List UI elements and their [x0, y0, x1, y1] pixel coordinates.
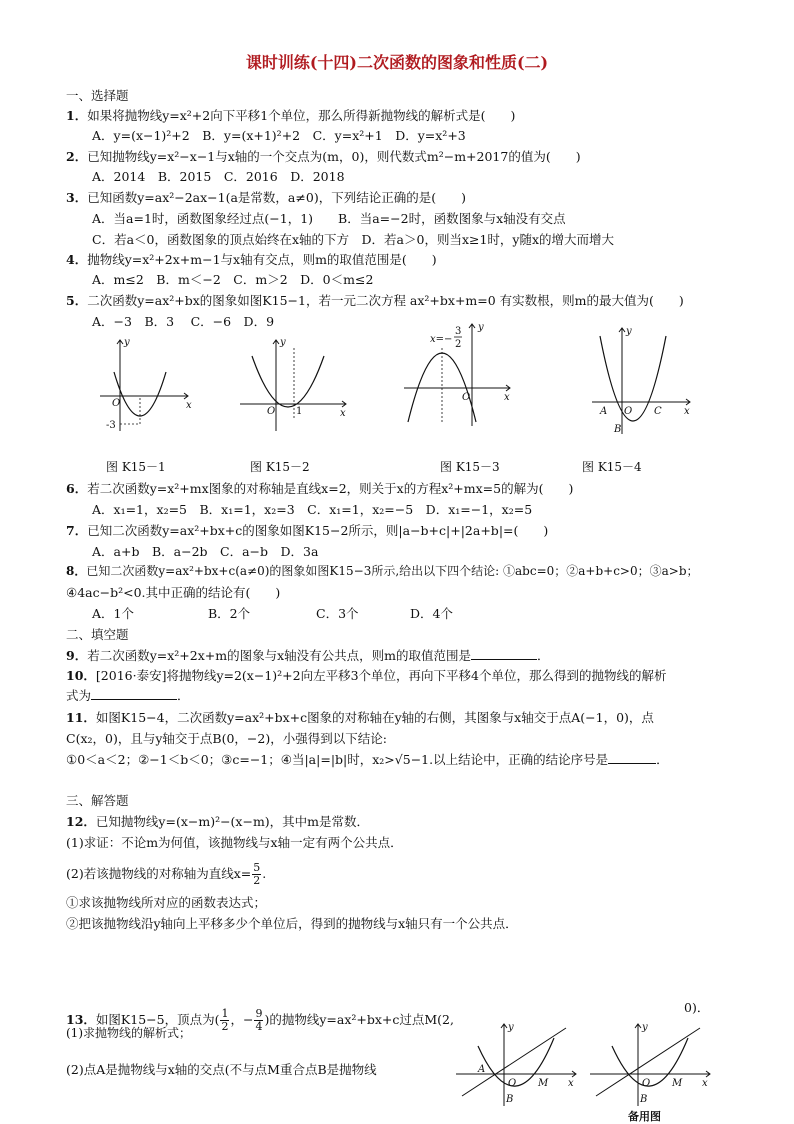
y-axis-label: y [124, 337, 130, 348]
question-number: 12． [66, 814, 96, 829]
point-m-label: M [538, 1078, 549, 1089]
question-text: [2016·泰安]将抛物线y=2(x−1)²+2向左平移3个单位，再向下平移4个单位，那么得到的抛物线的解析 [95, 668, 667, 683]
origin-label: O [508, 1078, 517, 1089]
question-8-option-d: D．4个 [410, 606, 453, 621]
question-3-options-ab: A．当a=1时，函数图象经过点(−1，1) B．当a=−2时，函数图象与x轴没有交点 [92, 211, 566, 226]
answer-blank[interactable] [91, 687, 177, 700]
point-c-label: C [654, 406, 662, 417]
question-5-options: A．−3 B．3 C．−6 D．9 [92, 314, 275, 329]
question-number: 1． [66, 108, 88, 123]
figure-k15-4 [592, 326, 702, 436]
x-axis-label: x [568, 1078, 574, 1089]
y-axis-label: y [626, 326, 632, 337]
question-3 [66, 188, 466, 206]
figure-caption-k15-2: 图 K15－2 [250, 460, 310, 474]
question-13-part-1: (1)求抛物线的解析式； [66, 1026, 191, 1040]
x-axis-label: x [702, 1078, 708, 1089]
question-number: 2． [66, 149, 88, 164]
question-9 [66, 646, 550, 664]
question-number: 13． [66, 1012, 96, 1027]
figure-k15-3 [400, 322, 520, 432]
question-8-option-b: B．2个 [208, 606, 251, 621]
question-13-text-end: 0)． [684, 1000, 710, 1015]
point-m-label: M [672, 1078, 683, 1089]
question-5 [66, 291, 684, 309]
spare-figure-caption: 备用图 [628, 1110, 661, 1123]
question-10 [66, 666, 667, 684]
y-axis-label: y [478, 322, 484, 333]
question-12-part-1: (1)求证：不论m为何值，该抛物线与x轴一定有两个公共点． [66, 835, 403, 850]
question-3-options-cd: C．若a＜0，函数图象的顶点始终在x轴的下方 D．若a＞0，则当x≥1时，y随x的增大而增大 [92, 232, 615, 247]
x-axis-label: x [504, 392, 510, 403]
question-number: 3． [66, 190, 88, 205]
section-heading-fill: 二、填空题 [66, 627, 129, 642]
question-text: 若二次函数y=x²+mx图象的对称轴是直线x=2，则关于x的方程x²+mx=5的解为( ) [87, 481, 574, 496]
question-text: 已知二次函数y=ax²+bx+c的图象如图K15−2所示，则|a−b+c|+|2a+b|=( ) [87, 523, 549, 538]
question-8 [66, 562, 699, 579]
question-number: 5． [66, 293, 88, 308]
x-axis-label: x [684, 406, 690, 417]
question-text: 已知二次函数y=ax²+bx+c(a≠0)的图象如图K15−3所示,给出以下四个结论: ①abc=0；②a+b+c>0；③a>b； [86, 564, 699, 578]
question-text: )的抛物线y=ax²+bx+c过点M(2, [264, 1012, 454, 1027]
question-text: 如果将抛物线y=x²+2向下平移1个单位，那么所得新抛物线的解析式是( ) [87, 108, 516, 123]
question-13-part-2: (2)点A是抛物线与x轴的交点(不与点M重合点B是抛物线 [66, 1062, 377, 1077]
axis-label-numerator: 3 [455, 326, 462, 337]
point-a-label: A [478, 1064, 486, 1075]
question-11 [66, 708, 654, 726]
y-axis-label: y [508, 1022, 514, 1033]
period: ． [656, 752, 669, 767]
question-text: 若二次函数y=x²+2x+m的图象与x轴没有公共点，则m的取值范围是 [87, 648, 472, 663]
vertex-value-label: -3 [106, 420, 116, 431]
question-number: 10． [66, 668, 96, 683]
answer-blank[interactable] [471, 647, 537, 660]
page-title: 课时训练(十四)二次函数的图象和性质(二) [245, 53, 549, 72]
origin-label: O [624, 406, 633, 417]
x-axis-label: x [340, 408, 346, 419]
question-7 [66, 521, 548, 539]
fraction [254, 1008, 263, 1033]
question-12-sub-2: ②把该抛物线沿y轴向上平移多少个单位后，得到的抛物线与x轴只有一个公共点． [66, 916, 518, 931]
point-b-label: B [640, 1094, 648, 1105]
question-6 [66, 479, 573, 497]
parabola-curve [252, 356, 324, 407]
section-heading-answer: 三、解答题 [66, 793, 129, 808]
question-text: 二次函数y=ax²+bx的图象如图K15−1，若一元二次方程 ax²+bx+m=0 有实数根，则m的最大值为( ) [87, 293, 684, 308]
question-number: 4． [66, 252, 88, 267]
question-text: ①0＜a＜2；②−1＜b＜0；③c=−1；④当|a|=|b|时，x₂>√5−1.以上结论中，正确的结论序号是 [66, 752, 609, 767]
period: ． [177, 688, 190, 703]
question-number: 8． [66, 564, 87, 578]
question-text: ，− [230, 1012, 254, 1027]
question-12 [66, 812, 369, 830]
question-text: 式为 [66, 688, 92, 703]
question-text: 如图K15−4，二次函数y=ax²+bx+c图象的对称轴在y轴的右侧，其图象与x轴交于点A(−1，0)，点 [95, 710, 654, 725]
figure-k15-5-spare [590, 1020, 720, 1108]
question-number: 11． [66, 710, 96, 725]
fraction-numerator: 5 [253, 861, 261, 874]
question-1-options: A．y=(x−1)²+2 B．y=(x+1)²+2 C．y=x²+1 D．y=x²+3 [92, 128, 466, 143]
question-text: 如图K15−5，顶点为( [95, 1012, 220, 1027]
fraction [220, 1008, 229, 1033]
question-2 [66, 147, 581, 165]
x-axis-label: x [186, 400, 192, 411]
answer-blank[interactable] [608, 751, 656, 764]
y-axis-label: y [280, 337, 286, 348]
point-a-label: A [600, 406, 608, 417]
question-text: 已知抛物线y=x²−x−1与x轴的一个交点为(m，0)，则代数式m²−m+2017的值为( ) [87, 149, 581, 164]
question-number: 9． [66, 648, 88, 663]
question-8-option-a: A．1个 [92, 606, 134, 621]
origin-label: O [112, 398, 121, 409]
figure-caption-k15-1: 图 K15－1 [106, 460, 166, 474]
origin-label: O [267, 406, 276, 417]
part-text: (2)若该抛物线的对称轴为直线x= [66, 866, 252, 881]
question-11-text-cont2 [66, 750, 669, 768]
question-8-option-c: C．3个 [316, 606, 359, 621]
fraction-denominator: 4 [255, 1020, 263, 1033]
question-2-options: A．2014 B．2015 C．2016 D．2018 [92, 169, 345, 184]
question-number: 7． [66, 523, 88, 538]
figure-k15-2 [232, 336, 352, 436]
question-6-options: A．x₁=1，x₂=5 B．x₁=1，x₂=3 C．x₁=1，x₂=−5 D．x₁=−1，x₂=5 [92, 502, 533, 517]
period: ． [537, 648, 550, 663]
question-7-options: A．a+b B．a−2b C．a−b D．3a [92, 544, 319, 559]
figure-k15-1 [100, 336, 200, 436]
fraction-denominator: 2 [221, 1020, 229, 1033]
section-heading-choice: 一、选择题 [66, 88, 129, 103]
point-b-label: B [614, 424, 622, 435]
tick-label: 1 [296, 406, 303, 417]
question-1 [66, 106, 515, 124]
question-8-text-cont: ④4ac−b²<0.其中正确的结论有( ) [66, 585, 281, 600]
question-text: 抛物线y=x²+2x+m−1与x轴有交点，则m的取值范围是( ) [87, 252, 437, 267]
question-text: 已知抛物线y=(x−m)²−(x−m)，其中m是常数． [95, 814, 370, 829]
point-b-label: B [506, 1094, 514, 1105]
fraction [252, 862, 261, 887]
period: . [262, 866, 267, 881]
y-axis-label: y [642, 1022, 648, 1033]
figure-caption-k15-3: 图 K15－3 [440, 460, 500, 474]
question-4-options: A．m≤2 B．m＜−2 C．m＞2 D．0＜m≤2 [92, 272, 374, 287]
question-12-sub-1: ①求该抛物线所对应的函数表达式； [66, 895, 267, 910]
question-number: 6． [66, 481, 88, 496]
question-text: 已知函数y=ax²−2ax−1(a是常数，a≠0)，下列结论正确的是( ) [87, 190, 466, 205]
question-10-text-cont [66, 686, 190, 704]
origin-label: O [642, 1078, 651, 1089]
fraction-numerator: 1 [221, 1007, 229, 1020]
figure-k15-5 [456, 1020, 586, 1108]
axis-label-prefix: x=− [430, 334, 453, 345]
fraction-denominator: 2 [253, 874, 261, 887]
axis-label-denominator: 2 [455, 339, 462, 350]
parabola-curve [114, 372, 166, 416]
figure-caption-k15-4: 图 K15－4 [582, 460, 642, 474]
fraction-numerator: 9 [255, 1007, 263, 1020]
question-11-text-cont: C(x₂，0)，且与y轴交于点B(0，−2)，小强得到以下结论: [66, 731, 387, 746]
origin-label: O [462, 392, 471, 403]
question-4 [66, 250, 437, 268]
question-12-part-2 [66, 862, 266, 887]
